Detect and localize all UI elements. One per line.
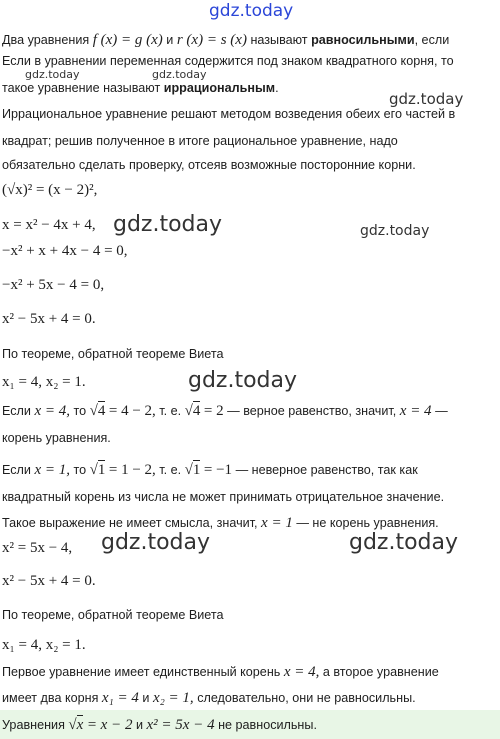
text: Два уравнения xyxy=(2,33,90,47)
vieta-line-2: По теореме, обратной теореме Виета xyxy=(2,608,224,622)
text: — неверное равенство, так как xyxy=(235,463,418,477)
formula: x = 1 xyxy=(261,515,293,531)
conclusion-line-2 xyxy=(2,690,416,706)
text: Первое уравнение имеет единственный корень xyxy=(2,665,281,679)
check-line-1 xyxy=(2,403,448,419)
text: Уравнения xyxy=(2,718,65,732)
method-line-2: квадрат; решив полученное в итоге рациональное уравнение, надо xyxy=(2,134,398,148)
text: — xyxy=(435,404,448,418)
text: и xyxy=(166,33,174,47)
final-answer xyxy=(2,717,317,733)
formula: = 1 − 2, xyxy=(108,462,156,478)
definition-line-1 xyxy=(2,32,449,48)
formula: x = 4, xyxy=(34,403,70,419)
sqrt-expression: √4 xyxy=(184,403,201,419)
roots-line: x₁ = 4, x₂ = 1. xyxy=(2,374,86,390)
formula: = x − 2 xyxy=(86,717,133,733)
bold-term: иррациональным xyxy=(163,81,276,95)
check-line-3 xyxy=(2,462,418,478)
text: то xyxy=(73,404,87,418)
formula: x₂ = 1, xyxy=(152,690,194,706)
radicand: 4 xyxy=(192,403,201,419)
sqrt-expression: √1 xyxy=(184,462,201,478)
equation-3: −x² + x + 4x − 4 = 0, xyxy=(2,243,128,259)
formula: x² = 5x − 4 xyxy=(146,717,215,733)
text: — не корень уравнения. xyxy=(296,516,439,530)
formula: r (x) = s (x) xyxy=(176,32,247,48)
check-line-2: корень уравнения. xyxy=(2,431,111,445)
header-watermark: gdz.today xyxy=(209,1,294,21)
text: Такое выражение не имеет смысла, значит, xyxy=(2,516,258,530)
definition-line-2: Если в уравнении переменная содержится под знаком квадратного корня, то xyxy=(2,54,454,68)
watermark: gdz.today xyxy=(188,368,298,393)
text: не равносильны. xyxy=(218,718,317,732)
text: называют xyxy=(250,33,308,47)
watermark: gdz.today xyxy=(113,212,223,237)
watermark: gdz.today xyxy=(101,530,211,555)
formula: x = 4 xyxy=(399,403,432,419)
watermark: gdz.today xyxy=(25,68,80,81)
radicand: 1 xyxy=(192,462,201,478)
watermark: gdz.today xyxy=(389,90,464,108)
method-line-3: обязательно сделать проверку, отсеяв возможные посторонние корни. xyxy=(2,158,416,172)
formula: = −1 xyxy=(203,462,233,478)
formula: f (x) = g (x) xyxy=(92,32,163,48)
conclusion-line-1 xyxy=(2,664,439,680)
text: следовательно, они не равносильны. xyxy=(197,691,416,705)
text: и xyxy=(142,691,150,705)
formula: = 2 xyxy=(203,403,224,419)
text: а второе уравнение xyxy=(322,665,439,679)
text: — верное равенство, значит, xyxy=(227,404,397,418)
text: т. е. xyxy=(159,463,182,477)
method-line-1: Иррациональное уравнение решают методом возведения обеих его частей в xyxy=(2,107,456,121)
check-line-5 xyxy=(2,515,439,531)
formula: x = 1, xyxy=(34,462,70,478)
equation-1: (√x)² = (x − 2)², xyxy=(2,182,98,198)
formula: = 4 − 2, xyxy=(108,403,156,419)
text: то xyxy=(73,463,87,477)
vieta-line: По теореме, обратной теореме Виета xyxy=(2,347,224,361)
equation-5: x² − 5x + 4 = 0. xyxy=(2,311,96,327)
bold-term: равносильными xyxy=(311,33,415,47)
sqrt-expression: √1 xyxy=(89,462,106,478)
sqrt-expression: √x xyxy=(68,717,84,733)
text: такое уравнение называют xyxy=(2,81,161,95)
check-line-4: квадратный корень из числа не может принимать отрицательное значение. xyxy=(2,490,445,504)
watermark: gdz.today xyxy=(152,68,207,81)
text: т. е. xyxy=(159,404,182,418)
text: Если xyxy=(2,404,31,418)
equation-7: x² − 5x + 4 = 0. xyxy=(2,573,96,589)
watermark: gdz.today xyxy=(360,223,430,239)
equation-4: −x² + 5x − 4 = 0, xyxy=(2,277,105,293)
formula: x₁ = 4 xyxy=(101,690,139,706)
radicand: 4 xyxy=(97,403,106,419)
text: имеет два корня xyxy=(2,691,99,705)
radicand: 1 xyxy=(97,462,106,478)
definition-line-3 xyxy=(2,80,279,96)
text: , если xyxy=(414,33,450,47)
watermark: gdz.today xyxy=(349,530,459,555)
text: Если xyxy=(2,463,31,477)
equation-2: x = x² − 4x + 4, xyxy=(2,217,96,233)
equation-6: x² = 5x − 4, xyxy=(2,540,73,556)
sqrt-expression: √4 xyxy=(89,403,106,419)
text: . xyxy=(275,81,279,95)
formula: x = 4, xyxy=(283,664,320,680)
radicand: x xyxy=(76,717,84,733)
text: и xyxy=(135,718,144,732)
roots-line-2: x₁ = 4, x₂ = 1. xyxy=(2,637,86,653)
